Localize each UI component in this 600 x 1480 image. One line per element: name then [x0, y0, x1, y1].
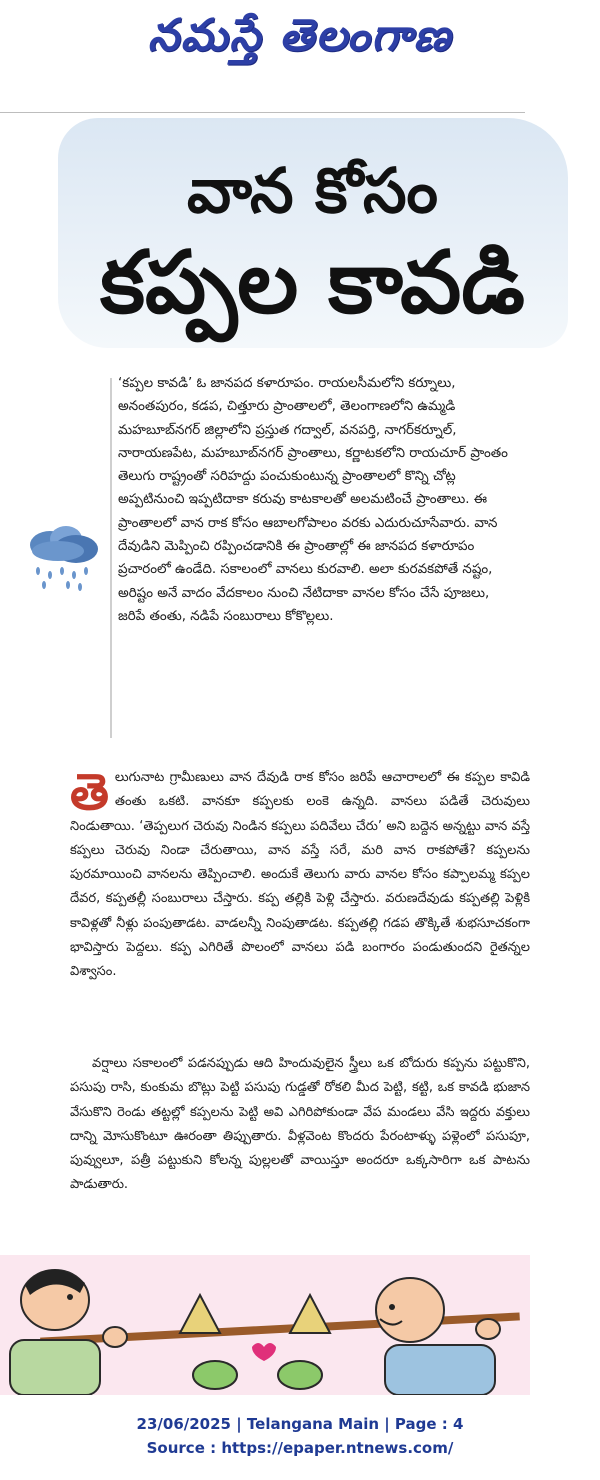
masthead	[0, 0, 600, 82]
masthead-title: నమస్తే తెలంగాణ	[147, 10, 453, 61]
body-paragraph-1	[70, 763, 530, 985]
cartoon-illustration	[0, 1255, 530, 1395]
rain-cloud-icon	[18, 515, 108, 595]
body-paragraph-2-text: వర్షాలు సకాలంలో పడనప్పుడు ఆది హిందువులైన స్త్రీలు ఒక బోదురు కప్పను పట్టుకొని, పసుపు రాసి, కుంకుమ బొట్లు పెట్టి పసుపు గుడ్డతో రోకలి మీద పెట్టి, కట్టి, ఒక కావడి భుజాన వేసుకొని రెండు తట్టల్లో కప్పలను పెట్టి అవి ఎగిరిపోకుండా వేప మండలు వేసి ఇద్దరు వక్తులు దాన్ని మోసుకొంటూ ఊరంతా తిప్పుతారు. వీళ్లవెంట కొందరు పేరంటాళ్ళు పళ్లెంలో పసుపూ, పువ్వులూ, పత్రీ పట్టుకుని కోలన్న పుల్లలతో వాయిస్తూ అందరూ ఒక్కసారిగా ఒక పాటను పాడుతారు.	[70, 1056, 530, 1193]
masthead-divider	[0, 112, 525, 113]
intro-block	[118, 372, 518, 628]
headline-line2: కప్పల కావడి	[100, 233, 525, 333]
footer	[0, 1412, 600, 1460]
footer-edition-line: 23/06/2025 | Telangana Main | Page : 4	[136, 1415, 464, 1433]
headline-line1: వాన కోసం	[187, 154, 438, 227]
body-paragraph-2	[70, 1052, 530, 1198]
footer-source-line: Source : https://epaper.ntnews.com/	[146, 1439, 454, 1457]
dropcap: తె	[70, 763, 109, 821]
intro-divider	[110, 378, 112, 738]
body-paragraph-1-text: లుగునాట గ్రామీణులు వాన దేవుడి రాక కోసం జరిపే ఆచారాలలో ఈ కప్పల కావిడి తంతు ఒకటి. వానకూ కప్పలకు లంకె ఉన్నది. వానలు పడితే చెరువులు నిండుతాయి. ‘తెప్పలుగ చెరువు నిండిన కప్పలు పదివేలు చేరు’ అని బద్దెన అన్నట్టు వాన వస్తే కప్పలు చెరువు నిండా చేరుతాయి, వాన వస్తే సరే, మరి వాన రాకపోతే? కప్పలను పురమాయించి వానలను తెప్పించాలి. అందుకే తెలుగు వారు వానల కోసం కప్పాలమ్మ కప్పల దేవర, కప్పతల్లీ సంబురాలు చేస్తారు. కప్ప తల్లికి పెళ్లి చేస్తారు. వరుణదేవుడు కప్పతల్లి పెళ్లికి కావిళ్లతో నీళ్లు పంపుతాడట. వాడలన్నీ నింపుతాడట. కప్పతల్లి గడప తొక్కితే శుభసూచకంగా భావిస్తారు పెద్దలు. కప్ప ఎగిరితే పొలంలో వానలు పడి బంగారం పండుతుందని రైతన్నల విశ్వాసం.	[70, 770, 530, 980]
intro-text: ‘కప్పల కావడి’ ఓ జానపద కళారూపం. రాయలసీమలోని కర్నూలు, అనంతపురం, కడప, చిత్తూరు ప్రాంతాలలో, తెలంగాణలోని ఉమ్మడి మహబూబ్‌నగర్ జిల్లాలోని ప్రస్తుత గద్వాల్, వనపర్తి, నాగర్‌కర్నూల్, నారాయణపేట, మహబూబ్‌నగర్ ప్రాంతాలు, కర్ణాటకలోని రాయచూర్ ప్రాంతం తెలుగు రాష్ట్రంతో సరిహద్దు పంచుకుంటున్న ప్రాంతాలలో కొన్ని చోట్ల అప్పటినుంచి ఇప్పటిదాకా కరువు కాటకాలతో అలమటించే ప్రాంతాలు. ఈ ప్రాంతాలలో వాన రాక కోసం ఆబాలగోపాలం వరకు ఎదురుచూసేవారు. వాన దేవుడిని మెప్పించి రప్పించడానికి ఈ ప్రాంతాల్లో ఈ జానపద కళారూపం ప్రచారంలో ఉండేది. సకాలంలో వానలు కురవాలి. అలా కురవకపోతే నష్టం, అరిష్టం అనే వాదం వేదకాలం నుంచి నేటిదాకా వానల కోసం చేసే పూజలు, జరిపే తంతు, నడిపే సంబురాలు కోకొల్లలు.	[118, 376, 508, 624]
